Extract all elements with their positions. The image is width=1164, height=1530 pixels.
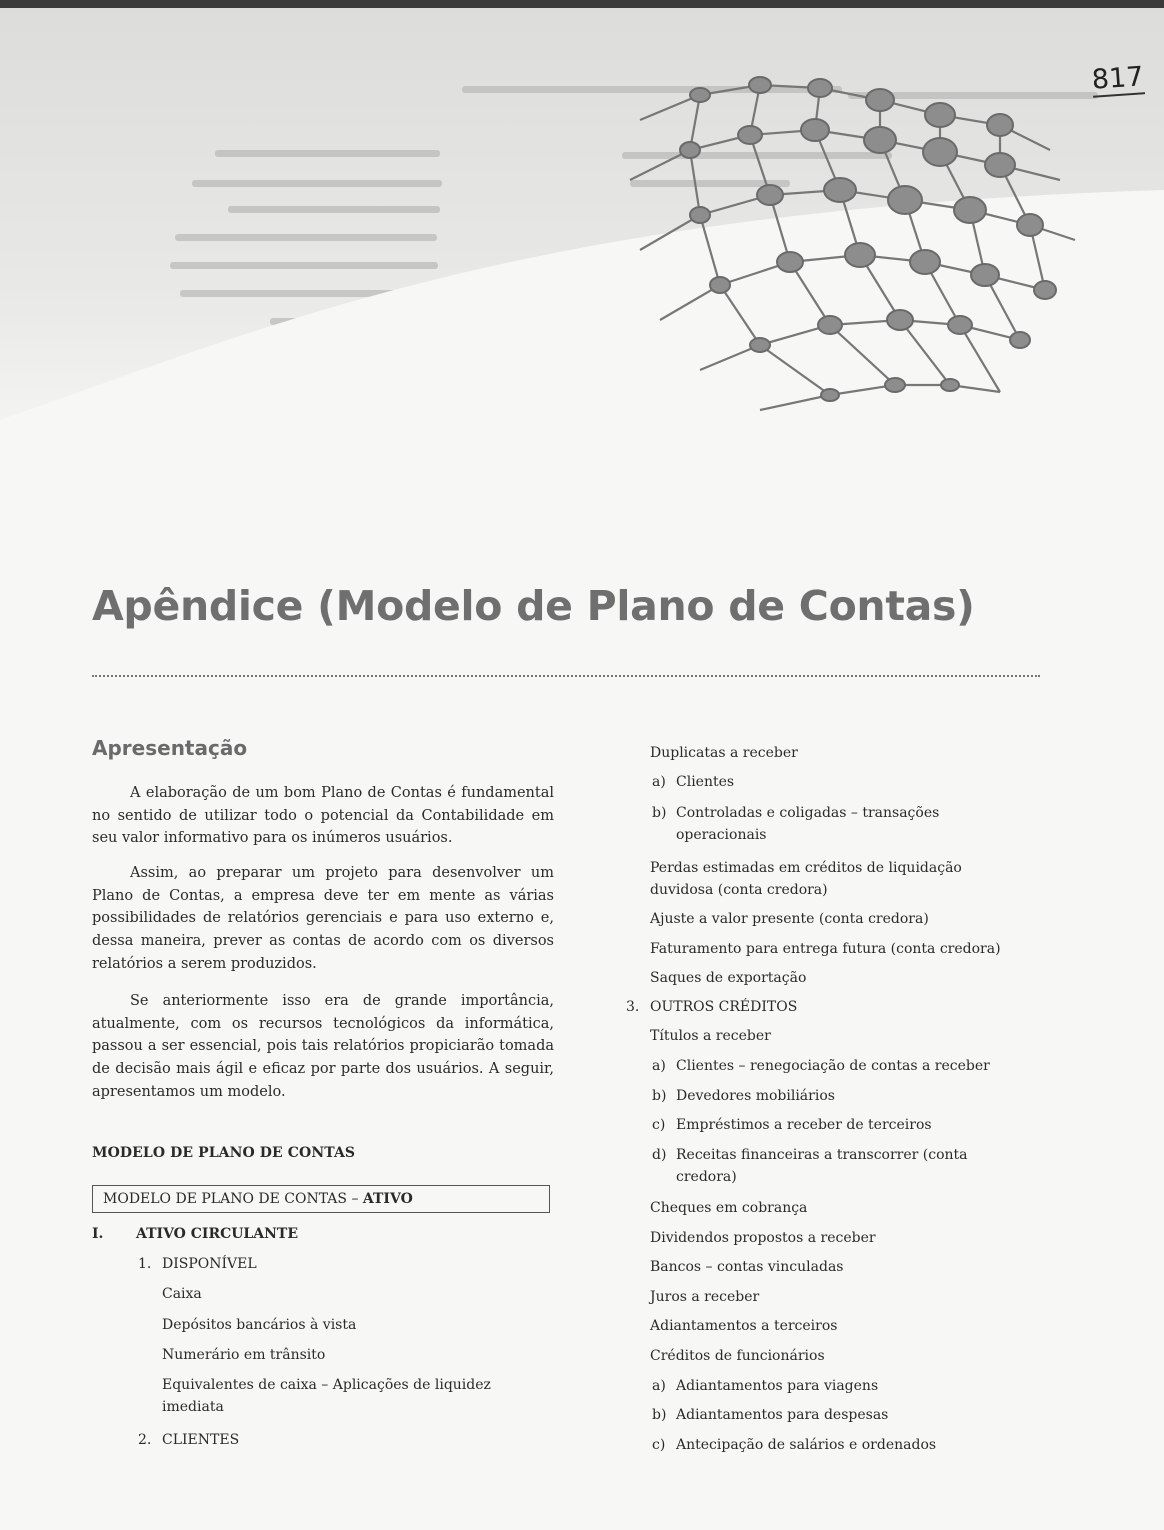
account-item: Equivalentes de caixa – Aplicações de liquidez imediata — [162, 1377, 491, 1415]
account-item: Controladas e coligadas – transações operacionais — [676, 805, 940, 843]
account-item: Títulos a receber — [650, 1028, 771, 1044]
item-letter: c) — [652, 1437, 666, 1453]
account-item: Clientes – renegociação de contas a receber — [676, 1058, 990, 1074]
account-item: Juros a receber — [650, 1289, 760, 1305]
header-decoration — [0, 0, 1164, 470]
intro-paragraph: Assim, ao preparar um projeto para desenvolver um Plano de Contas, a empresa deve ter em mente as várias possibilidades de relatórios gerenciais e para uso externo e, dessa maneira, prever as contas de acordo com os diversos relatórios a serem produzidos. — [92, 865, 554, 972]
account-item: Duplicatas a receber — [650, 745, 798, 761]
account-item: Receitas financeiras a transcorrer (conta credora) — [676, 1147, 968, 1185]
item-letter: b) — [652, 1088, 667, 1104]
item-letter: b) — [652, 805, 667, 821]
account-item: Devedores mobiliários — [676, 1088, 835, 1104]
account-item: Numerário em trânsito — [162, 1347, 326, 1363]
group-numeral: I. — [92, 1226, 104, 1242]
account-item: Depósitos bancários à vista — [162, 1317, 357, 1333]
account-item: Saques de exportação — [650, 970, 807, 986]
account-item: Antecipação de salários e ordenados — [676, 1437, 937, 1453]
account-item: Bancos – contas vinculadas — [650, 1259, 844, 1275]
account-item: Clientes — [676, 774, 735, 790]
item-number: 2. — [138, 1432, 152, 1448]
model-box-heading — [92, 1185, 550, 1213]
item-letter: a) — [652, 1378, 666, 1394]
item-letter: c) — [652, 1117, 666, 1133]
section-title: Apresentação — [92, 736, 248, 760]
account-item: Ajuste a valor presente (conta credora) — [650, 911, 929, 927]
group-label: ATIVO CIRCULANTE — [136, 1226, 299, 1242]
item-letter: a) — [652, 774, 666, 790]
box-heading-prefix: MODELO DE PLANO DE CONTAS – — [103, 1191, 363, 1207]
account-item: Cheques em cobrança — [650, 1200, 808, 1216]
white-swoosh — [0, 190, 1164, 470]
page-title: Apêndice (Modelo de Plano de Contas) — [92, 582, 975, 630]
intro-paragraph: Se anteriormente isso era de grande importância, atualmente, com os recursos tecnológicos da informática, passou a ser essencial, pois tais relatórios propiciarão tomada de decisão mais ágil e eficaz por parte dos usuários. A seguir, apresentamos um modelo. — [92, 993, 554, 1100]
item-letter: b) — [652, 1407, 667, 1423]
account-item: Dividendos propostos a receber — [650, 1230, 876, 1246]
account-item: Adiantamentos a terceiros — [650, 1318, 838, 1334]
item-letter: d) — [652, 1147, 667, 1163]
page-number: 817 — [1090, 61, 1145, 96]
account-heading: CLIENTES — [162, 1432, 240, 1448]
account-item: Créditos de funcionários — [650, 1348, 825, 1364]
box-heading-bold: ATIVO — [362, 1191, 413, 1207]
account-heading: OUTROS CRÉDITOS — [650, 999, 798, 1015]
account-item: Perdas estimadas em créditos de liquidação duvidosa (conta credora) — [650, 860, 962, 898]
account-heading: DISPONÍVEL — [162, 1256, 257, 1272]
account-item: Adiantamentos para viagens — [676, 1378, 879, 1394]
item-letter: a) — [652, 1058, 666, 1074]
item-number: 1. — [138, 1256, 152, 1272]
account-item: Caixa — [162, 1286, 202, 1302]
account-item: Faturamento para entrega futura (conta credora) — [650, 941, 1001, 957]
model-heading: MODELO DE PLANO DE CONTAS — [92, 1145, 356, 1161]
account-item: Adiantamentos para despesas — [676, 1407, 889, 1423]
globe-graphic — [0, 0, 1164, 470]
title-divider — [92, 675, 1040, 677]
item-number: 3. — [626, 999, 640, 1015]
intro-paragraph: A elaboração de um bom Plano de Contas é fundamental no sentido de utilizar todo o potencial da Contabilidade em seu valor informativo para os inúmeros usuários. — [92, 785, 554, 847]
account-item: Empréstimos a receber de terceiros — [676, 1117, 932, 1133]
